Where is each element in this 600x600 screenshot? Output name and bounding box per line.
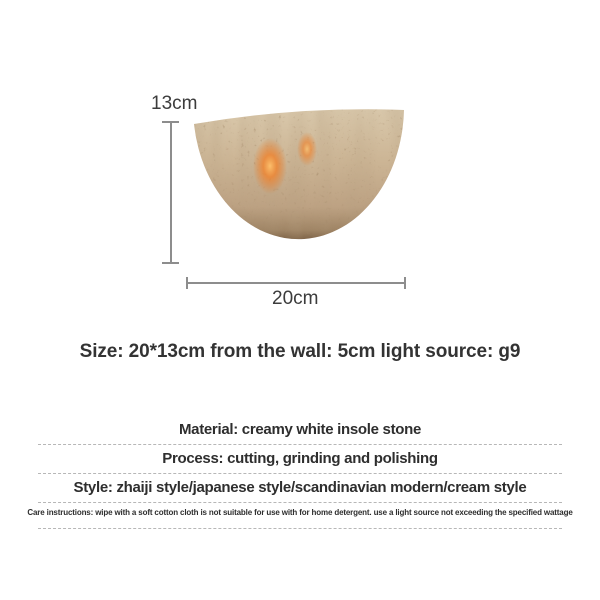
spec-list <box>38 416 562 503</box>
care-instructions: Care instructions: wipe with a soft cotton cloth is not suitable for use with for home detergent. use a light source not exceeding the specified wattage <box>27 508 573 517</box>
spec-row-material: Material: creamy white insole stone <box>38 416 562 445</box>
width-dimension-cap-right <box>404 277 406 289</box>
width-dimension-line <box>187 282 405 284</box>
width-dimension-cap-left <box>186 277 188 289</box>
care-divider <box>38 528 562 529</box>
height-dimension-cap-bottom <box>162 262 179 264</box>
height-dimension-cap-top <box>162 121 179 123</box>
height-label: 13cm <box>151 93 198 114</box>
size-heading: Size: 20*13cm from the wall: 5cm light source: g9 <box>79 341 521 362</box>
lamp-product-image <box>188 104 410 266</box>
spec-row-style: Style: zhaiji style/japanese style/scandinavian modern/cream style <box>38 474 562 503</box>
width-label: 20cm <box>272 288 319 309</box>
height-dimension-line <box>170 122 172 263</box>
spec-row-process: Process: cutting, grinding and polishing <box>38 445 562 474</box>
